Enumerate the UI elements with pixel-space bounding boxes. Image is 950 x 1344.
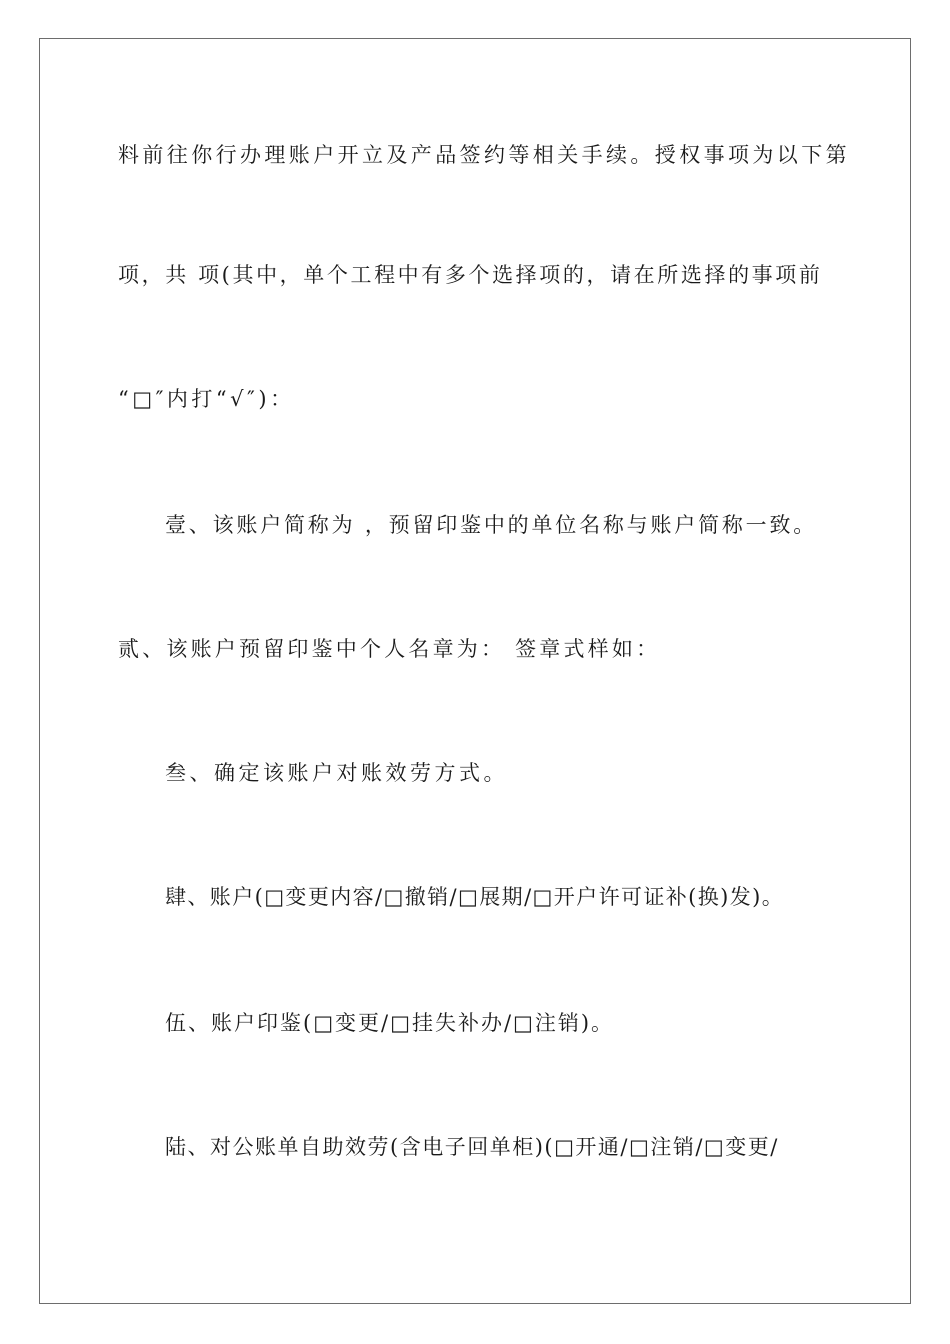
item-5-account-seal: 伍、账户印鉴(□变更/□挂失补办/□注销)。 bbox=[165, 1011, 615, 1035]
page-border bbox=[39, 38, 911, 1304]
text-line-1: 料前往你行办理账户开立及产品签约等相关手续。授权事项为以下第 bbox=[118, 143, 850, 167]
text-line-3: “□″内打“√″)： bbox=[118, 387, 295, 411]
text-line-2: 项，共 项(其中，单个工程中有多个选择项的，请在所选择的事项前 bbox=[118, 263, 823, 287]
item-1-account-abbreviation: 壹、该账户简称为 ，预留印鉴中的单位名称与账户简称一致。 bbox=[165, 513, 818, 537]
item-4-account-changes: 肆、账户(□变更内容/□撤销/□展期/□开户许可证补(换)发)。 bbox=[165, 885, 785, 909]
item-2-personal-seal: 贰、该账户预留印鉴中个人名章为： 签章式样如： bbox=[118, 637, 661, 661]
item-3-reconciliation-service: 叁、确定该账户对账效劳方式。 bbox=[165, 761, 508, 785]
item-6-self-service-statement: 陆、对公账单自助效劳(含电子回单柜)(□开通/□注销/□变更/ bbox=[165, 1135, 779, 1159]
